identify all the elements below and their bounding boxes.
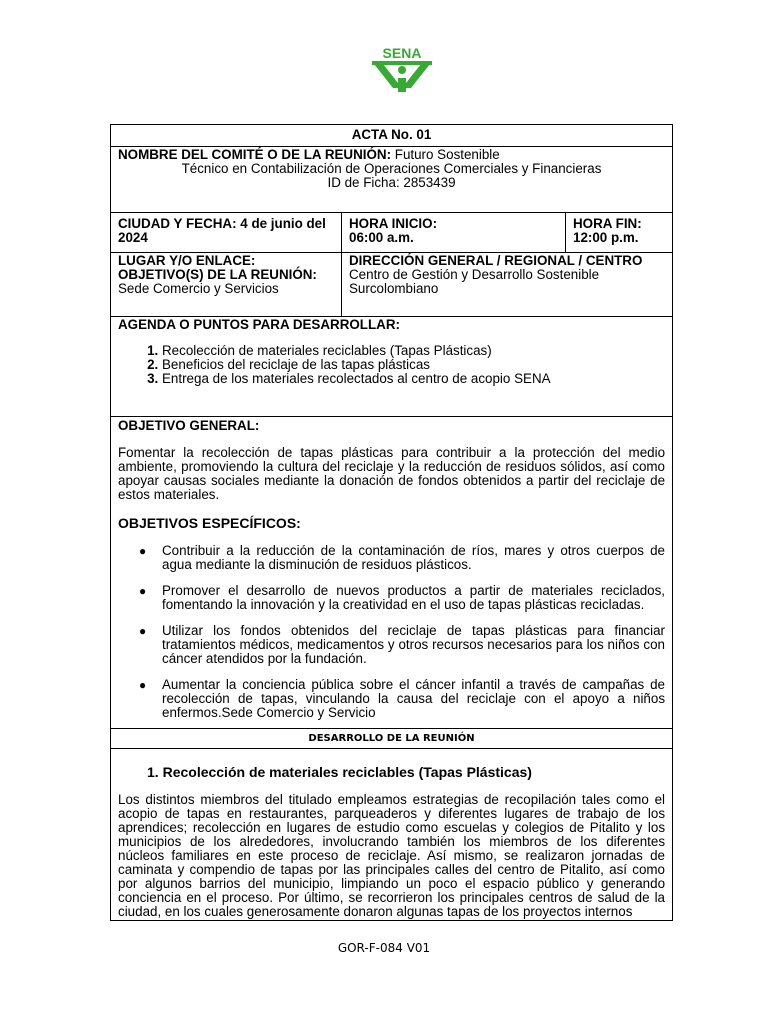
specific-objective-item bbox=[139, 677, 666, 720]
development-item-text: Recolección de materiales reciclables (Tapas Plásticas) bbox=[162, 764, 532, 780]
sena-logo bbox=[370, 44, 434, 94]
place-value: Sede Comercio y Servicios bbox=[118, 281, 279, 296]
specific-objective-text: Aumentar la conciencia pública sobre el cáncer infantil a través de campañas de recolección de tapas, vinculando la causa del reciclaje con el apoyo a niños enfermos.Sede Comercio y Servicio bbox=[162, 677, 666, 720]
development-text: Los distintos miembros del titulado empleamos estrategias de recopilación tales como el acopio de tapas en restaurantes, parqueaderos y diferentes lugares de trabajo de los aprendices; recolección en lugares de estudio como escuelas y colegios de Pitalito y los municipios de los alrededores, involucrando también los miembros de los diferentes núcleos familiares en este proceso de reciclaje. Así mismo, se realizaron jornadas de caminata y compendio de tapas por las principales calles del centro de Pitalito, así como por algunos barrios del municipio, limpiando un poco el espacio público y generando conciencia en el proceso. Por último, se recorrieron los principales centros de salud de la ciudad, en los cuales generosamente donaron algunas tapas de los proyectos internos bbox=[118, 792, 666, 919]
end-time-cell bbox=[566, 213, 673, 253]
objective-label: OBJETIVO(S) DE LA REUNIÓN: bbox=[118, 267, 317, 282]
place-label: LUGAR Y/O ENLACE: bbox=[118, 253, 256, 268]
specific-objective-text: Utilizar los fondos obtenidos del reciclaje de tapas plásticas para financiar tratamientos médicos, medicamentos y otros recursos necesarios para los niños con cáncer atendidos por la fundación. bbox=[162, 623, 666, 666]
specific-objective-item bbox=[139, 583, 666, 612]
agenda-heading: AGENDA O PUNTOS PARA DESARROLLAR: bbox=[118, 317, 400, 332]
agenda-section bbox=[111, 317, 673, 417]
committee-value: Futuro Sostenible bbox=[394, 147, 500, 162]
end-time-value: 12:00 p.m. bbox=[573, 230, 639, 245]
start-time-cell bbox=[342, 213, 566, 253]
agenda-item: 1. Recolección de materiales reciclables (Tapas Plásticas) bbox=[162, 344, 665, 358]
place-cell bbox=[111, 253, 342, 317]
specific-objective-item bbox=[139, 623, 666, 666]
city-date-value: 4 de junio del 2024 bbox=[118, 216, 326, 245]
objectives-section bbox=[111, 417, 673, 729]
city-date-cell bbox=[111, 213, 342, 253]
meeting-minutes-form bbox=[110, 124, 673, 921]
agenda-item: 2. Beneficios del reciclaje de las tapas plásticas bbox=[162, 358, 665, 372]
specific-objective-item bbox=[139, 543, 666, 572]
development-item-number: 1. bbox=[147, 764, 159, 780]
general-objective-text: Fomentar la recolección de tapas plásticas para contribuir a la protección del medio ambiente, promoviendo la cultura del reciclaje y la reducción de residuos sólidos, así como apoyar causas sociales mediante la donación de fondos obtenidos a partir del reciclaje de estos materiales. bbox=[118, 445, 666, 502]
development-item-title bbox=[118, 765, 665, 779]
ficha-id: ID de Ficha: 2853439 bbox=[327, 175, 456, 190]
agenda-item: 3. Entrega de los materiales recolectados al centro de acopio SENA bbox=[162, 372, 665, 386]
direction-cell bbox=[342, 253, 673, 317]
program-name: Técnico en Contabilización de Operaciones Comerciales y Financieras bbox=[181, 161, 602, 176]
direction-value: Centro de Gestión y Desarrollo Sostenible Surcolombiano bbox=[349, 267, 600, 296]
specific-objectives-heading: OBJETIVOS ESPECÍFICOS: bbox=[118, 515, 301, 531]
general-objective-heading: OBJETIVO GENERAL: bbox=[118, 418, 260, 433]
sena-logo-text: SENA bbox=[382, 45, 422, 61]
agenda-list bbox=[118, 344, 665, 386]
bullet-icon: ● bbox=[139, 584, 147, 598]
specific-objectives-list bbox=[118, 544, 665, 720]
specific-objective-text: Promover el desarrollo de nuevos productos a partir de materiales reciclados, fomentando la innovación y la creatividad en el uso de tapas plásticas recicladas. bbox=[162, 583, 666, 612]
bullet-icon: ● bbox=[139, 544, 147, 558]
document-code: GOR-F-084 V01 bbox=[337, 941, 431, 955]
committee-label: NOMBRE DEL COMITÉ O DE LA REUNIÓN: bbox=[118, 147, 392, 162]
end-time-label: HORA FIN: bbox=[573, 216, 642, 231]
development-heading: DESARROLLO DE LA REUNIÓN bbox=[111, 729, 673, 749]
development-section bbox=[111, 749, 673, 921]
specific-objective-text: Contribuir a la reducción de la contaminación de ríos, mares y otros cuerpos de agua mediante la disminución de residuos plásticos. bbox=[162, 543, 666, 572]
direction-label: DIRECCIÓN GENERAL / REGIONAL / CENTRO bbox=[349, 253, 643, 268]
committee-section bbox=[111, 147, 673, 213]
bullet-icon: ● bbox=[139, 678, 147, 692]
start-time-value: 06:00 a.m. bbox=[349, 230, 414, 245]
start-time-label: HORA INICIO: bbox=[349, 216, 438, 231]
acta-title: ACTA No. 01 bbox=[111, 125, 673, 147]
sena-logo-graphic bbox=[370, 44, 434, 94]
city-date-label: CIUDAD Y FECHA: bbox=[118, 216, 237, 231]
bullet-icon: ● bbox=[139, 624, 147, 638]
